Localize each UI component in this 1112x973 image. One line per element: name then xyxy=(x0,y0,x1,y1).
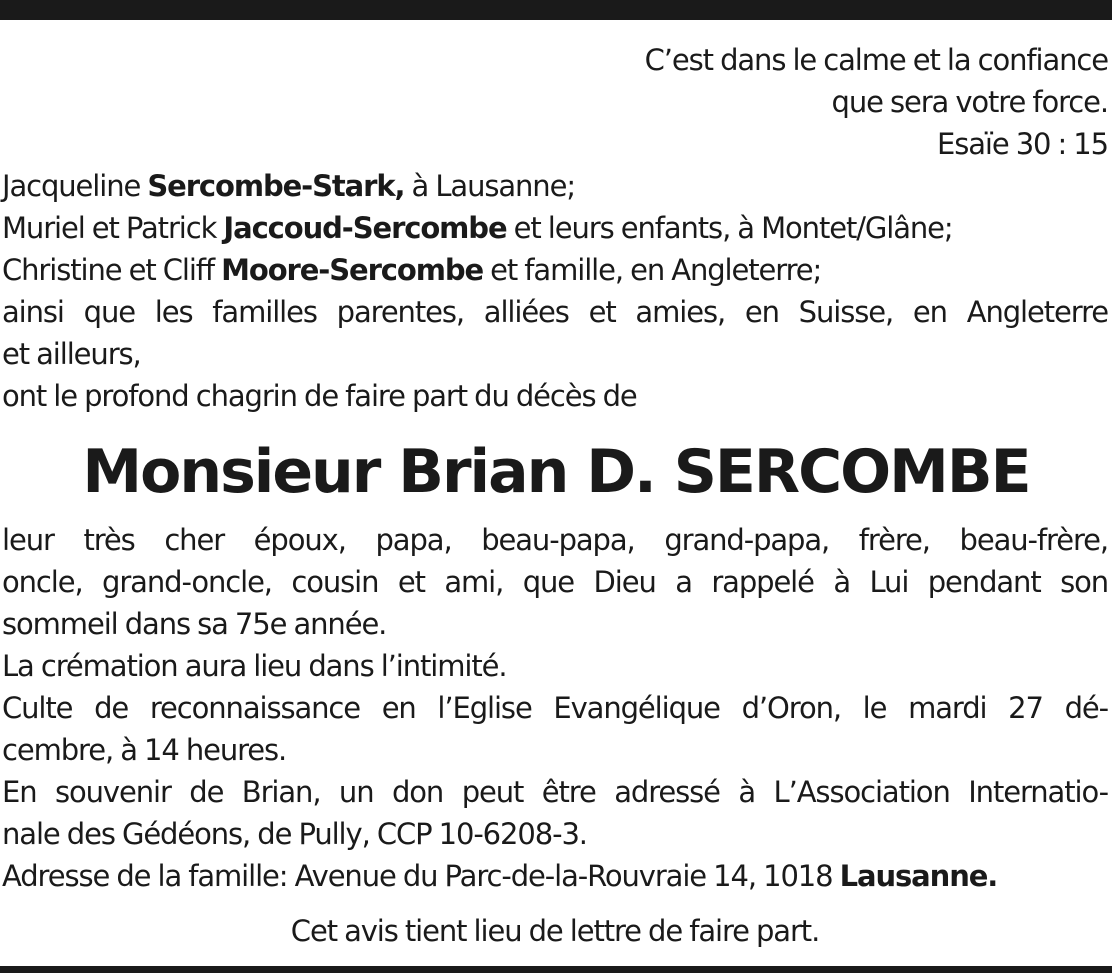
family-member-line xyxy=(2,165,1108,207)
tribute-line-1: leur très cher époux, papa, beau-papa, grand-papa, frère, beau-frère, xyxy=(2,523,1108,557)
verse-line-2: que sera votre force. xyxy=(831,85,1108,119)
top-border-rule xyxy=(0,0,1112,20)
family-member-given-names: Christine et Cliff xyxy=(2,253,222,287)
bottom-border-rule xyxy=(0,966,1112,973)
service-line-2: cembre, à 14 heures. xyxy=(2,733,287,767)
verse-reference: Esaïe 30 : 15 xyxy=(936,127,1108,161)
family-member-line xyxy=(2,249,1108,291)
family-address xyxy=(2,855,1108,897)
family-member-surname: Sercombe-Stark, xyxy=(147,169,405,203)
family-member-location: et famille, en Angleterre; xyxy=(483,253,822,287)
closing-note: Cet avis tient lieu de lettre de faire part. xyxy=(290,914,820,948)
address-city: Lausanne. xyxy=(839,859,998,893)
deceased-name: Monsieur Brian D. SERCOMBE xyxy=(82,437,1030,507)
family-member-location: et leurs enfants, à Montet/Glâne; xyxy=(506,211,953,245)
service-line-1: Culte de reconnaissance en l’Eglise Evangélique d’Oron, le mardi 27 dé- xyxy=(2,691,1108,725)
verse-line-1: C’est dans le calme et la confiance xyxy=(644,43,1108,77)
tribute-line-3: sommeil dans sa 75e année. xyxy=(2,607,387,641)
family-member-location: à Lausanne; xyxy=(404,169,576,203)
address-street: Adresse de la famille: Avenue du Parc-de-la-Rouvraie 14, 1018 xyxy=(2,859,840,893)
cremation-notice: La crémation aura lieu dans l’intimité. xyxy=(2,649,507,683)
family-member-surname: Moore-Sercombe xyxy=(221,253,484,287)
relatives-line-2: et ailleurs, xyxy=(2,337,141,371)
donation-line-1: En souvenir de Brian, un don peut être adressé à L’Association Internatio- xyxy=(2,775,1108,809)
family-member-given-names: Muriel et Patrick xyxy=(2,211,224,245)
family-member-surname: Jaccoud-Sercombe xyxy=(223,211,507,245)
tribute-line-2: oncle, grand-oncle, cousin et ami, que Dieu a rappelé à Lui pendant son xyxy=(2,565,1108,599)
announcement-text: ont le profond chagrin de faire part du décès de xyxy=(2,379,637,413)
family-member-line xyxy=(2,207,1108,249)
relatives-line-1: ainsi que les familles parentes, alliées et amies, en Suisse, en Angleterre xyxy=(2,295,1108,329)
donation-line-2: nale des Gédéons, de Pully, CCP 10-6208-3. xyxy=(2,817,587,851)
family-member-given-names: Jacqueline xyxy=(2,169,148,203)
